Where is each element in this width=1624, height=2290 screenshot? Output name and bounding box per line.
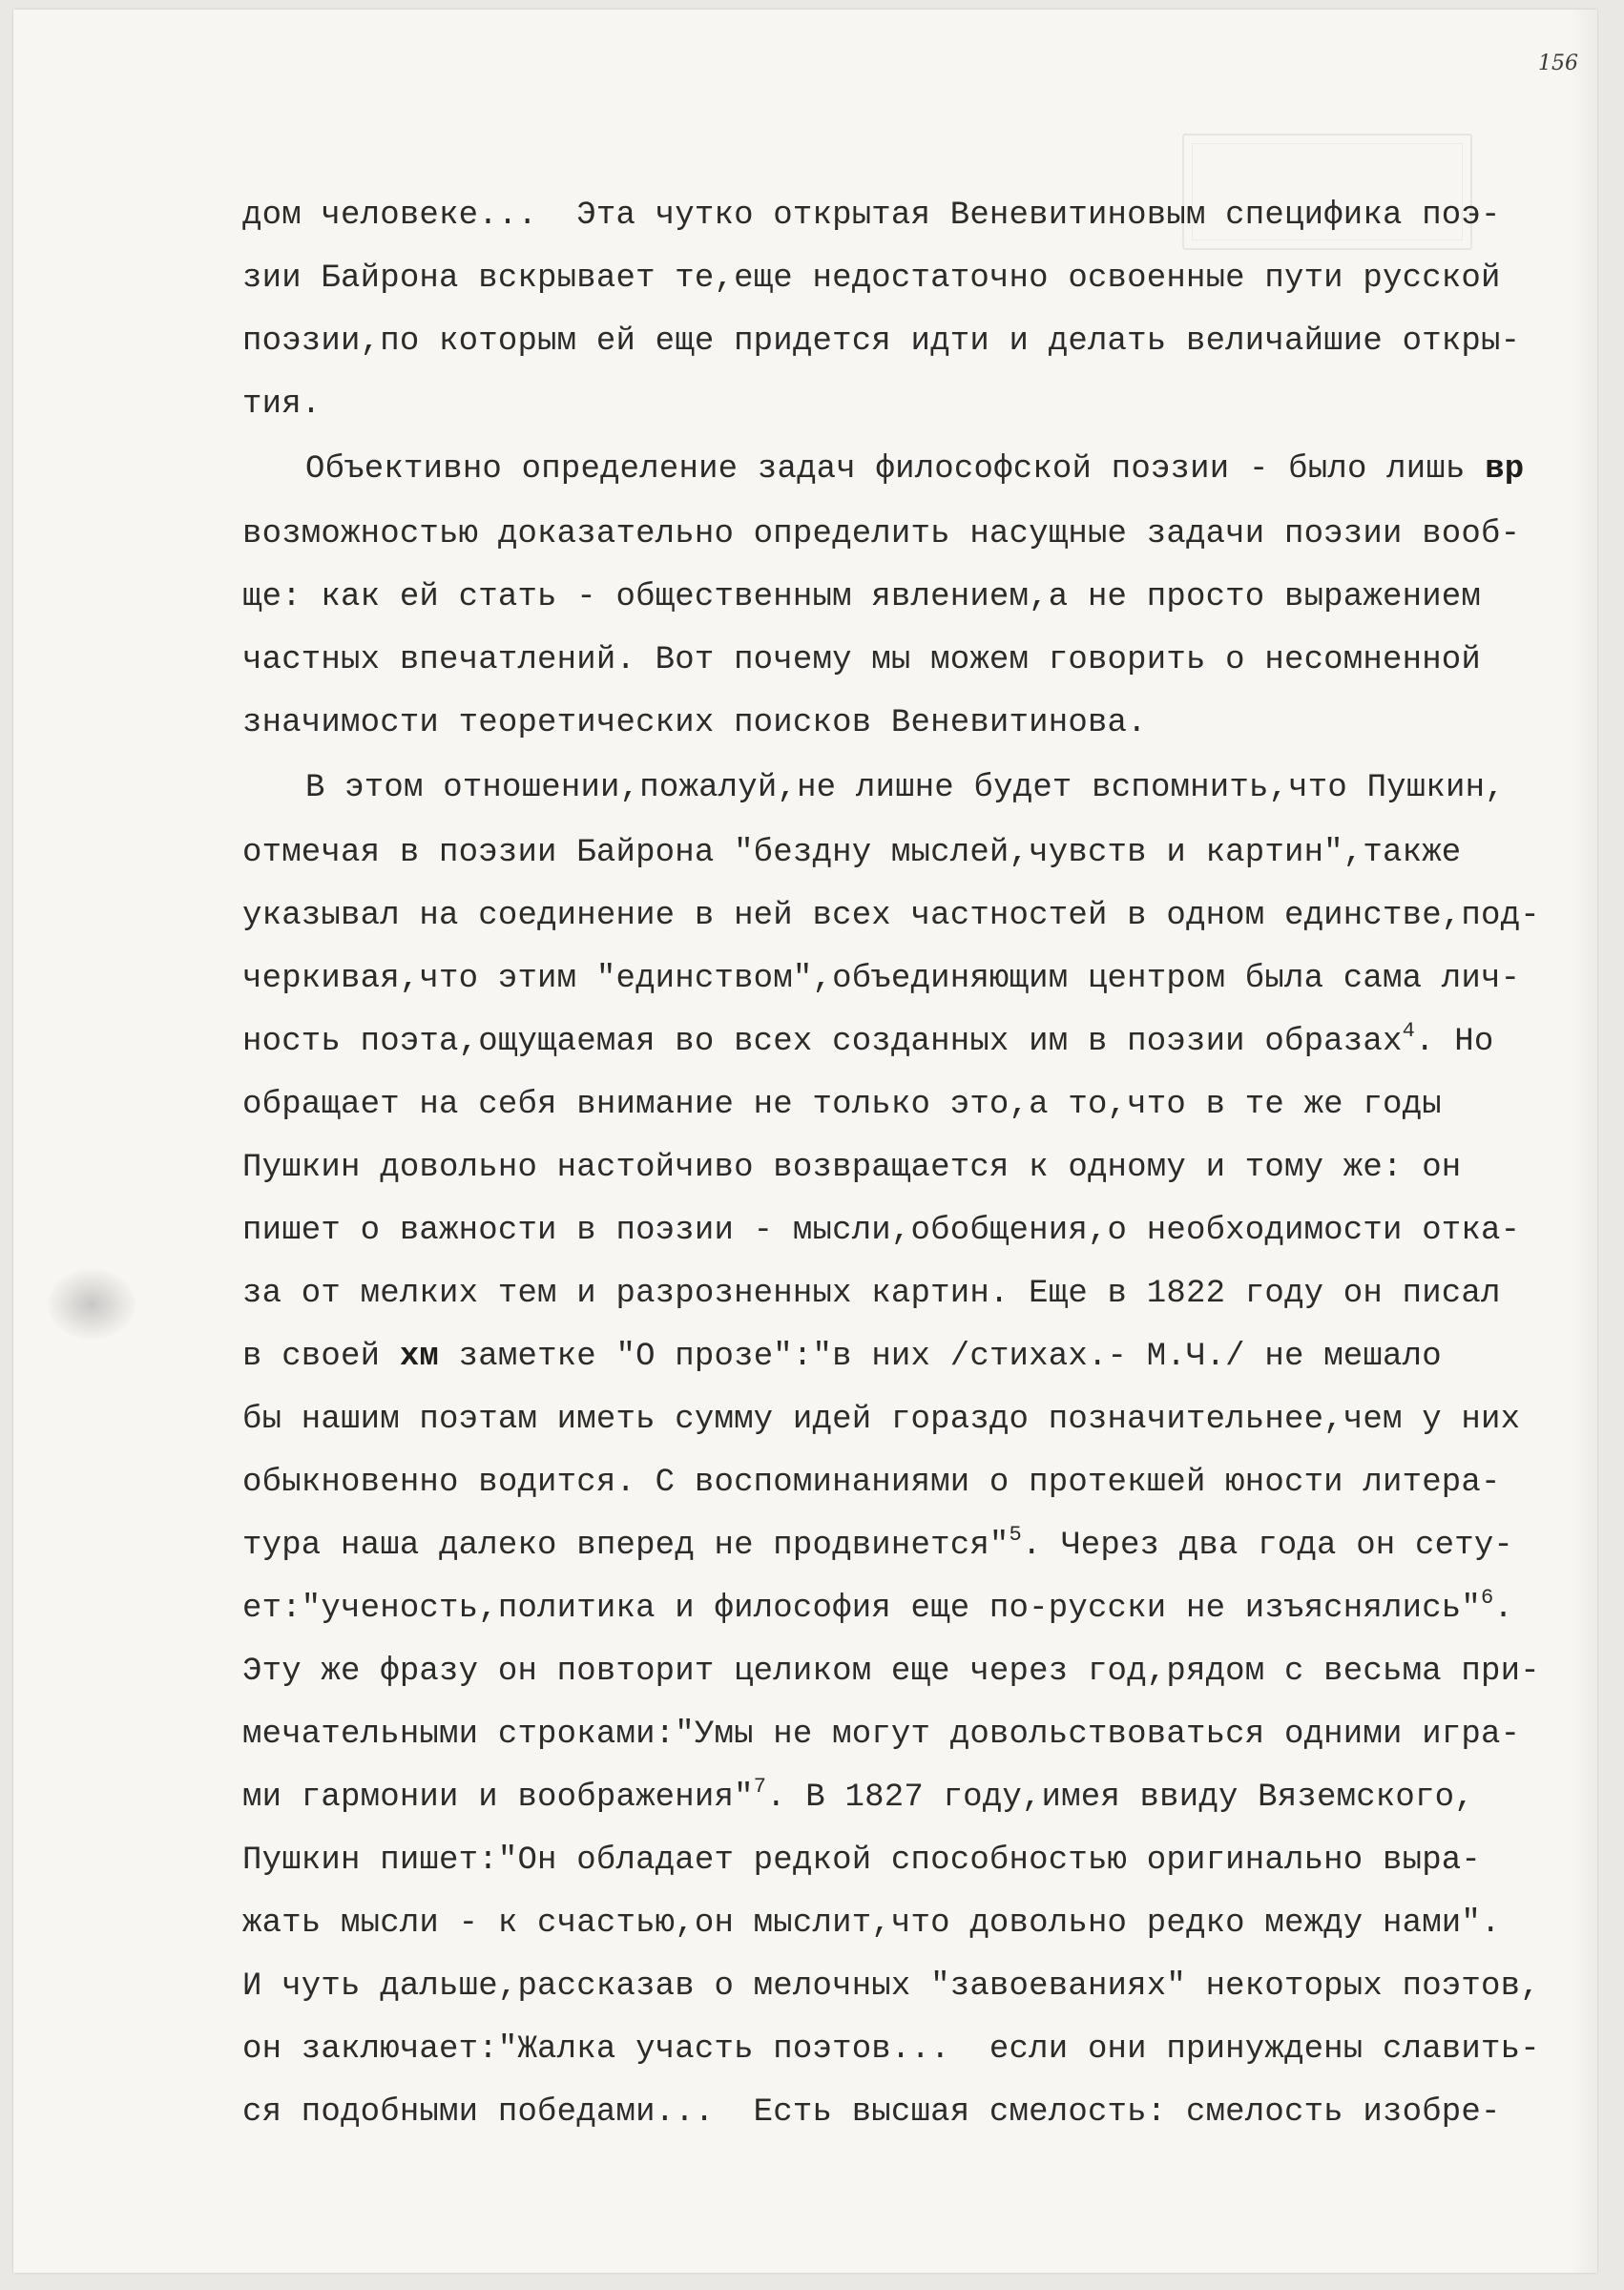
- text-line: ся подобными победами... Есть высшая смелость: смелость изобре-: [242, 2094, 1501, 2131]
- text-line: [305, 450, 1524, 489]
- text-line: возможностью доказательно определить насущные задачи поэзии вооб-: [242, 516, 1521, 552]
- text-segment: ность поэта,ощущаемая во всех созданных им в поэзии образах: [242, 1024, 1403, 1060]
- footnote-ref: 6: [1481, 1586, 1494, 1610]
- text-line: пишет о важности в поэзии - мысли,обобщения,о необходимости отка-: [242, 1213, 1521, 1249]
- text-segment: Объективно определение задач философской поэзии - было лишь: [305, 451, 1486, 488]
- text-line: бы нашим поэтам иметь сумму идей гораздо позначительнее,чем у них: [242, 1402, 1521, 1438]
- text-line: обращает на себя внимание не только это,а то,что в те же годы: [242, 1087, 1442, 1123]
- footnote-ref: 7: [753, 1775, 767, 1799]
- document-page: [13, 10, 1597, 2273]
- text-line: частных впечатлений. Вот почему мы можем говорить о несомненной: [242, 642, 1482, 678]
- text-line: черкивая,что этим "единством",объединяющим центром была сама лич-: [242, 961, 1521, 997]
- text-line: Эту же фразу он повторит целиком еще через год,рядом с весьма при-: [242, 1654, 1540, 1690]
- text-segment: тура наша далеко вперед не продвинется": [242, 1528, 1010, 1564]
- text-line: значимости теоретических поисков Веневитинова.: [242, 705, 1147, 741]
- text-segment: заметке "О прозе":"в них /стихах.- М.Ч./ не мешало: [439, 1339, 1442, 1375]
- text-line: зии Байрона вскрывает те,еще недостаточно освоенные пути русской: [242, 260, 1501, 297]
- footnote-ref: 4: [1402, 1019, 1416, 1043]
- text-line: Пушкин пишет:"Он обладает редкой способностью оригинально выра-: [242, 1842, 1482, 1879]
- text-line: В этом отношении,пожалуй,не лишне будет вспомнить,что Пушкин,: [305, 770, 1505, 806]
- text-line: обыкновенно водится. С воспоминаниями о протекшей юности литера-: [242, 1465, 1501, 1501]
- text-line: он заключает:"Жалка участь поэтов... если они принуждены славить-: [242, 2031, 1540, 2068]
- text-line: тия.: [242, 386, 322, 423]
- text-line: указывал на соединение в ней всех частностей в одном единстве,под-: [242, 898, 1540, 934]
- text-line: поэзии,по которым ей еще придется идти и делать величайшие откры-: [242, 323, 1521, 360]
- typed-body-text: [13, 10, 1597, 2273]
- text-line: за от мелких тем и разрозненных картин. Еще в 1822 году он писал: [242, 1276, 1501, 1312]
- text-segment: . В 1827 году,имея ввиду Вяземского,: [766, 1780, 1474, 1816]
- page-number: 156: [1538, 52, 1578, 75]
- text-segment: ет:"ученость,политика и философия еще по-русски не изъяснялись": [242, 1591, 1482, 1627]
- text-line: [242, 1338, 1442, 1376]
- text-line: ще: как ей стать - общественным явлением,а не просто выражением: [242, 579, 1482, 615]
- text-segment: . Но: [1415, 1024, 1494, 1060]
- text-line: [242, 1586, 1514, 1628]
- text-segment: ми гармонии и воображения": [242, 1780, 754, 1816]
- struck-out-text: вр: [1485, 451, 1525, 488]
- text-segment: в своей: [242, 1339, 400, 1375]
- text-line: [242, 1523, 1514, 1565]
- text-line: И чуть дальше,рассказав о мелочных "завоеваниях" некоторых поэтов,: [242, 1968, 1540, 2005]
- footnote-ref: 5: [1009, 1523, 1022, 1547]
- text-line: [242, 1775, 1474, 1817]
- text-line: отмечая в поэзии Байрона "бездну мыслей,чувств и картин",также: [242, 835, 1462, 871]
- text-line: мечательными строками:"Умы не могут довольствоваться одними игра-: [242, 1717, 1521, 1753]
- text-line: [242, 1019, 1494, 1061]
- text-line: дом человеке... Эта чутко открытая Веневитиновым специфика поэ-: [242, 198, 1501, 234]
- text-line: Пушкин довольно настойчиво возвращается к одному и тому же: он: [242, 1150, 1462, 1186]
- struck-out-text: хм: [399, 1339, 440, 1375]
- text-segment: . Через два года он сету-: [1021, 1528, 1514, 1564]
- text-line: жать мысли - к счастью,он мыслит,что довольно редко между нами".: [242, 1905, 1501, 1942]
- text-segment: .: [1493, 1591, 1514, 1627]
